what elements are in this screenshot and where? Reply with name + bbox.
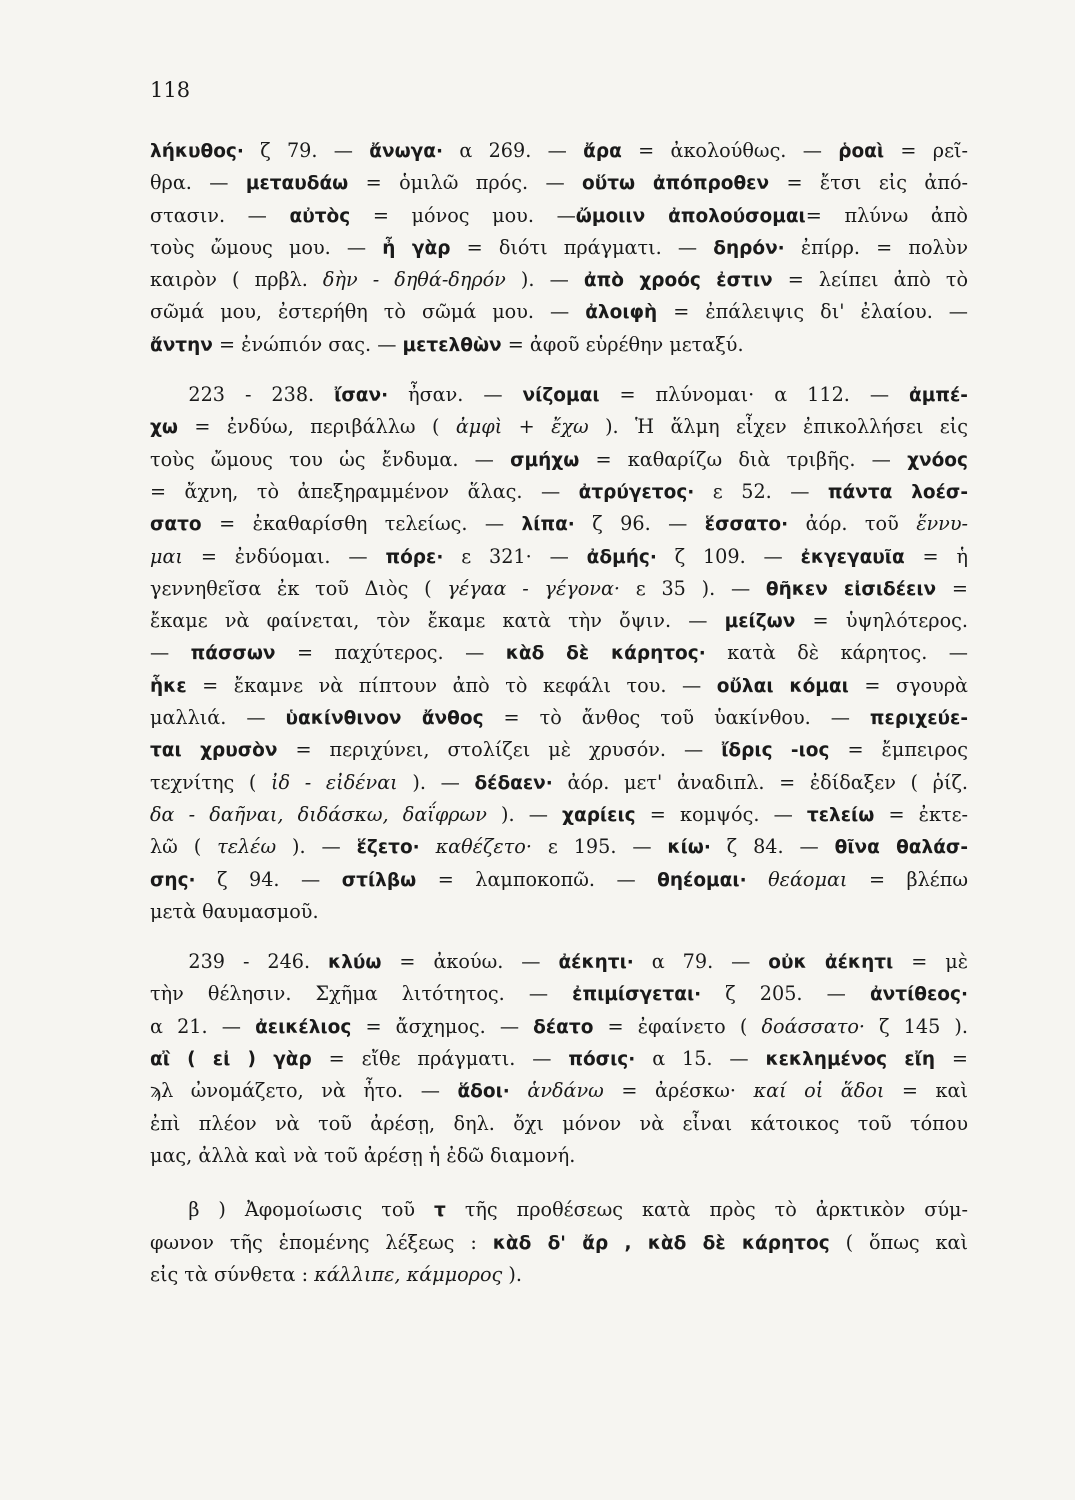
- italic-term: ἀμφὶ + ἔχω: [455, 415, 589, 439]
- headword: ἄνωγα·: [369, 141, 444, 162]
- gloss-text: ). —: [397, 770, 475, 794]
- text-line: [150, 978, 968, 1010]
- italic-term: ἕννυ-: [916, 512, 968, 536]
- text-line: [150, 605, 968, 637]
- headword: νίζομαι: [522, 385, 600, 407]
- text-line: [150, 799, 968, 831]
- gloss-text: τεχνίτης (: [150, 770, 272, 794]
- text-line: [150, 1140, 968, 1172]
- gloss-text: σῶμά μου, ἐστερήθη τὸ σῶμά μου. —: [150, 300, 586, 324]
- gloss-text: ε 52. —: [694, 479, 828, 503]
- headword: ἀμπέ-: [909, 385, 968, 407]
- gloss-text: = ἄσχημος. —: [351, 1014, 534, 1038]
- gloss-text: = ἀκολούθως. —: [621, 139, 839, 162]
- headword: ὤμοιιν ἀπολούσομαι: [575, 205, 806, 227]
- text-line: [150, 329, 968, 361]
- gloss-text: τοὺς ὤμους μου. —: [150, 235, 383, 259]
- gloss-text: ). —: [505, 268, 584, 292]
- gloss-text: = κομψός. —: [635, 802, 807, 826]
- headword: ἀλοιφὴ: [585, 302, 658, 324]
- gloss-text: ζ 96. —: [574, 512, 705, 536]
- gloss-text: ζ 79. —: [243, 139, 370, 162]
- gloss-text: μαλλιά. —: [150, 706, 286, 730]
- text-line: [150, 573, 968, 605]
- headword: οὐκ ἀέκητι: [768, 952, 894, 974]
- gloss-text: = εἴθε πράγματι. —: [311, 1047, 569, 1071]
- text-line: [150, 864, 968, 896]
- headword: κεκλημένος εἴη: [765, 1049, 936, 1071]
- text-line: [150, 670, 968, 702]
- headword: θῆκεν εἰσιδέειν: [765, 578, 937, 600]
- gloss-text: ζ 84. —: [710, 835, 835, 859]
- gloss-text: ἀόρ. μετ' ἀναδιπλ. = ἐδίδαξεν ( ῥίζ.: [552, 770, 968, 794]
- italic-term: ἁνδάνω: [527, 1079, 604, 1103]
- gloss-text: κατὰ δὲ κάρητος. —: [705, 641, 968, 665]
- gloss-text: 223 - 238.: [150, 383, 335, 407]
- gloss-text: ἔκαμε νὰ φαίνεται, τὸν ἔκαμε κατὰ τὴν ὄψιν. —: [150, 609, 725, 633]
- gloss-text: = ἐφαίνετο (: [593, 1014, 762, 1038]
- gloss-text: ε 321· —: [443, 544, 587, 568]
- headword: ἀντίθεος·: [869, 984, 968, 1006]
- gloss-text: = ἔμπειρος: [829, 738, 968, 762]
- headword: πόρε·: [385, 546, 444, 568]
- headword: οὕτω ἀπόπροθεν: [582, 173, 770, 195]
- headword: ἀέκητι·: [558, 952, 634, 974]
- gloss-text: = ἀφοῦ εὑρέθην μεταξύ.: [501, 332, 744, 356]
- gloss-text: = ἐπάλειψις δι' ἐλαίου. —: [657, 300, 968, 324]
- gloss-text: = ἡ: [904, 544, 968, 568]
- gloss-text: ζ 94. —: [195, 867, 342, 891]
- gloss-text: [747, 868, 769, 891]
- italic-term: καί οἱ ἅδοι: [753, 1079, 885, 1103]
- headword: αὐτὸς: [289, 205, 351, 227]
- headword: λήκυθος·: [150, 141, 244, 162]
- gloss-text: β ) Ἀφομοίωσις τοῦ: [150, 1198, 435, 1222]
- gloss-text: α 79. —: [633, 950, 769, 974]
- headword: ἀδμής·: [586, 546, 657, 568]
- gloss-text: ζ 145 ).: [864, 1014, 968, 1038]
- headword: πάντα λοέσ-: [827, 481, 968, 503]
- headword: δέδαεν·: [474, 772, 553, 794]
- gloss-text: ε 195. —: [531, 835, 668, 859]
- italic-term: δὴν - δηθά-δηρόν: [322, 268, 506, 292]
- headword: δηρόν·: [713, 237, 785, 259]
- gloss-text: = καὶ: [884, 1079, 969, 1103]
- gloss-text: φωνον τῆς ἑπομένης λέξεως :: [150, 1230, 493, 1254]
- gloss-text: = ἔκαμνε νὰ πίπτουν ἀπὸ τὸ κεφάλι του. —: [186, 673, 717, 697]
- gloss-text: α 15. —: [635, 1047, 766, 1071]
- headword: ἴσαν·: [334, 385, 389, 407]
- gloss-text: 239 - 246.: [150, 950, 329, 974]
- headword: ἅδοι·: [457, 1081, 510, 1103]
- headword: κὰδ δ' ἄρ , κὰδ δὲ κάρητος: [492, 1232, 830, 1254]
- headword: θηέομαι·: [657, 869, 747, 891]
- gloss-text: = λαμποκοπῶ. —: [416, 867, 658, 891]
- italic-term: δα - δαῆναι, διδάσκω, δαΐφρων: [150, 802, 487, 826]
- headword: ἐκγεγαυῖα: [800, 546, 905, 568]
- gloss-text: [420, 835, 436, 858]
- gloss-text: ). —: [486, 802, 563, 826]
- headword: τελείω: [806, 804, 875, 826]
- italic-term: θεάομαι: [768, 867, 848, 891]
- italic-term: κάλλιπε, κάμμορος: [314, 1262, 503, 1286]
- gloss-text: = ἀκούω. —: [381, 950, 559, 974]
- gloss-text: εἰς τὰ σύνθετα :: [150, 1262, 315, 1286]
- headword: σμήχω: [510, 449, 580, 471]
- headword: ἴδρις -ιος: [721, 740, 830, 762]
- headword: ἧκε: [150, 675, 187, 697]
- headword: ἀεικέλιος: [255, 1016, 352, 1038]
- headword: στίλβω: [341, 869, 417, 891]
- gloss-text: = ἐνδύομαι. —: [182, 544, 386, 568]
- text-line: [150, 734, 968, 766]
- italic-term: γέγαα - γέγονα·: [447, 576, 620, 600]
- gloss-text: = βλέπω: [847, 867, 968, 891]
- text-line: [150, 411, 968, 443]
- gloss-text: = ἔτσι εἰς ἀπό-: [769, 171, 969, 195]
- gloss-text: =: [936, 576, 968, 600]
- headword: τ: [434, 1200, 446, 1222]
- gloss-text: = μὲ: [893, 950, 969, 974]
- gloss-text: στασιν. —: [150, 203, 290, 227]
- text-line: [150, 444, 968, 476]
- text-line: [150, 896, 968, 928]
- gloss-text: καιρὸν ( πρβλ.: [150, 268, 323, 292]
- gloss-text: λῶ (: [150, 835, 218, 859]
- text-line: [150, 946, 968, 978]
- text-line: [150, 1108, 968, 1140]
- headword: κλύω: [328, 952, 382, 974]
- gloss-text: = πλύνω ἀπὸ: [805, 203, 968, 227]
- gloss-text: [510, 1079, 528, 1102]
- headword: δέατο: [533, 1016, 594, 1038]
- gloss-text: ( ὅπως καὶ: [829, 1230, 968, 1254]
- gloss-text: = ἄχνη, τὸ ἀπεξηραμμένον ἅλας. —: [150, 479, 579, 503]
- headword: περιχεύε-: [869, 708, 969, 730]
- headword: κὰδ δὲ κάρητος·: [505, 643, 706, 665]
- gloss-text: = λείπει ἀπὸ τὸ: [772, 268, 968, 292]
- headword: ὑακίνθινον ἄνθος: [285, 708, 484, 730]
- gloss-text: γεννηθεῖσα ἐκ τοῦ Διὸς (: [150, 576, 448, 600]
- commentary-text: [150, 135, 968, 1291]
- text-line: [150, 1043, 968, 1075]
- gloss-text: = διότι πράγματι. —: [450, 235, 714, 259]
- gloss-text: α 269. —: [443, 139, 584, 162]
- gloss-text: = καθαρίζω διὰ τριβῆς. —: [579, 447, 908, 471]
- gloss-text: μας, ἀλλὰ καὶ νὰ τοῦ ἀρέσῃ ἡ ἐδῶ διαμονή.: [150, 1143, 576, 1167]
- headword: μείζων: [724, 611, 796, 633]
- gloss-text: ἦσαν. —: [388, 383, 523, 407]
- gloss-text: τὴν θέλησιν. Σχῆμα λιτότητος. —: [150, 982, 573, 1006]
- gloss-text: ε 35 ). —: [620, 576, 766, 600]
- headword: χνόος: [907, 449, 968, 471]
- text-line: [150, 637, 968, 669]
- text-line: [150, 167, 968, 199]
- headword: μεταυδάω: [245, 173, 349, 195]
- gloss-text: ). —: [276, 835, 357, 859]
- gloss-text: = μόνος μου. —: [350, 203, 576, 227]
- headword: πόσις·: [568, 1049, 636, 1071]
- text-line: [150, 508, 968, 540]
- gloss-text: = ἐνώπιόν σας. —: [212, 332, 403, 356]
- headword: πάσσων: [190, 643, 276, 665]
- text-line: [150, 135, 968, 167]
- headword: ἀτρύγετος·: [578, 481, 695, 503]
- text-line: [150, 767, 968, 799]
- gloss-text: = ἐνδύω, περιβάλλω (: [178, 415, 456, 439]
- gloss-text: —: [150, 641, 191, 665]
- text-line: [150, 296, 968, 328]
- headword: ἦ γὰρ: [382, 237, 451, 259]
- paragraph: [150, 1194, 968, 1291]
- headword: θῖνα θαλάσ-: [834, 837, 969, 859]
- headword: ἕσσατο·: [704, 514, 789, 536]
- gloss-text: = παχύτερος. —: [275, 641, 506, 665]
- gloss-text: = ρεῖ-: [884, 139, 969, 162]
- page-number: 118: [150, 78, 191, 102]
- gloss-text: μετὰ θαυμασμοῦ.: [150, 899, 319, 923]
- text-line: [150, 1075, 968, 1107]
- text-line: [150, 831, 968, 863]
- italic-term: ἰδ - εἰδέναι: [271, 770, 398, 794]
- gloss-text: τοὺς ὤμους του ὡς ἔνδυμα. —: [150, 447, 511, 471]
- headword: λίπα·: [521, 514, 575, 536]
- gloss-text: = ἀρέσκω·: [603, 1079, 754, 1103]
- paragraph: [150, 379, 968, 928]
- italic-term: καθέζετο·: [435, 835, 532, 859]
- headword: ἐπιμίσγεται·: [572, 984, 702, 1006]
- headword: ἀπὸ χροός ἐστιν: [583, 270, 773, 292]
- headword: χω: [150, 417, 179, 439]
- gloss-text: = ἐκαθαρίσθη τελείως. —: [201, 512, 522, 536]
- gloss-text: ). Ἡ ἅλμη εἶχεν ἐπικολλήσει εἰς: [588, 415, 968, 439]
- gloss-text: = σγουρὰ: [848, 673, 969, 697]
- italic-term: δοάσσατο·: [761, 1014, 865, 1038]
- headword: ται χρυσὸν: [150, 740, 278, 762]
- headword: ῥοαὶ: [838, 141, 885, 162]
- text-line: [150, 1227, 968, 1259]
- gloss-text: = ἐκτε-: [874, 802, 968, 826]
- headword: σης·: [150, 869, 196, 891]
- headword: κίω·: [667, 837, 711, 859]
- gloss-text: = πλύνομαι· α 112. —: [599, 383, 910, 407]
- headword: αἲ ( εἰ ) γὰρ: [150, 1049, 312, 1071]
- text-line: [150, 379, 968, 411]
- gloss-text: ζ 109. —: [656, 544, 801, 568]
- gloss-text: ἐπίρρ. = πολὺν: [784, 235, 968, 259]
- gloss-text: = ὑψηλότερος.: [795, 609, 968, 633]
- text-line: [150, 541, 968, 573]
- paragraph: [150, 135, 968, 361]
- headword: ἄρα: [583, 141, 622, 162]
- text-line: [150, 200, 968, 232]
- text-line: [150, 264, 968, 296]
- italic-term: μαι: [150, 544, 183, 568]
- headword: σατο: [150, 514, 202, 536]
- gloss-text: α 21. —: [150, 1014, 256, 1038]
- text-line: [150, 1011, 968, 1043]
- gloss-text: ἀόρ. τοῦ: [788, 512, 917, 536]
- gloss-text: = τὸ ἄνθος τοῦ ὑακίνθου. —: [483, 706, 870, 730]
- gloss-text: = περιχύνει, στολίζει μὲ χρυσόν. —: [277, 738, 722, 762]
- text-line: [150, 1194, 968, 1226]
- gloss-text: ἐπὶ πλέον νὰ τοῦ ἀρέσῃ, δηλ. ὄχι μόνον νὰ εἶναι κάτοικος τοῦ τόπου: [150, 1111, 968, 1135]
- text-line: [150, 232, 968, 264]
- text-line: [150, 1259, 968, 1291]
- text-line: [150, 476, 968, 508]
- headword: ἄντην: [150, 334, 213, 356]
- headword: χαρίεις: [562, 804, 636, 826]
- gloss-text: τῆς προθέσεως κατὰ πρὸς τὸ ἀρκτικὸν σύμ-: [445, 1198, 968, 1222]
- italic-term: τελέω: [217, 835, 277, 859]
- paragraph: [150, 946, 968, 1172]
- headword: ἕζετο·: [356, 837, 420, 859]
- gloss-text: ζ 205. —: [701, 982, 870, 1006]
- headword: μετελθὼν: [402, 334, 502, 356]
- gloss-text: = ὁμιλῶ πρός. —: [348, 171, 583, 195]
- gloss-text: =: [935, 1047, 968, 1071]
- gloss-text: ϡλ ὠνομάζετο, νὰ ἦτο. —: [150, 1079, 458, 1103]
- text-line: [150, 702, 968, 734]
- gloss-text: ).: [502, 1262, 522, 1286]
- headword: οὔλαι κόμαι: [716, 675, 849, 697]
- gloss-text: θρα. —: [150, 171, 246, 195]
